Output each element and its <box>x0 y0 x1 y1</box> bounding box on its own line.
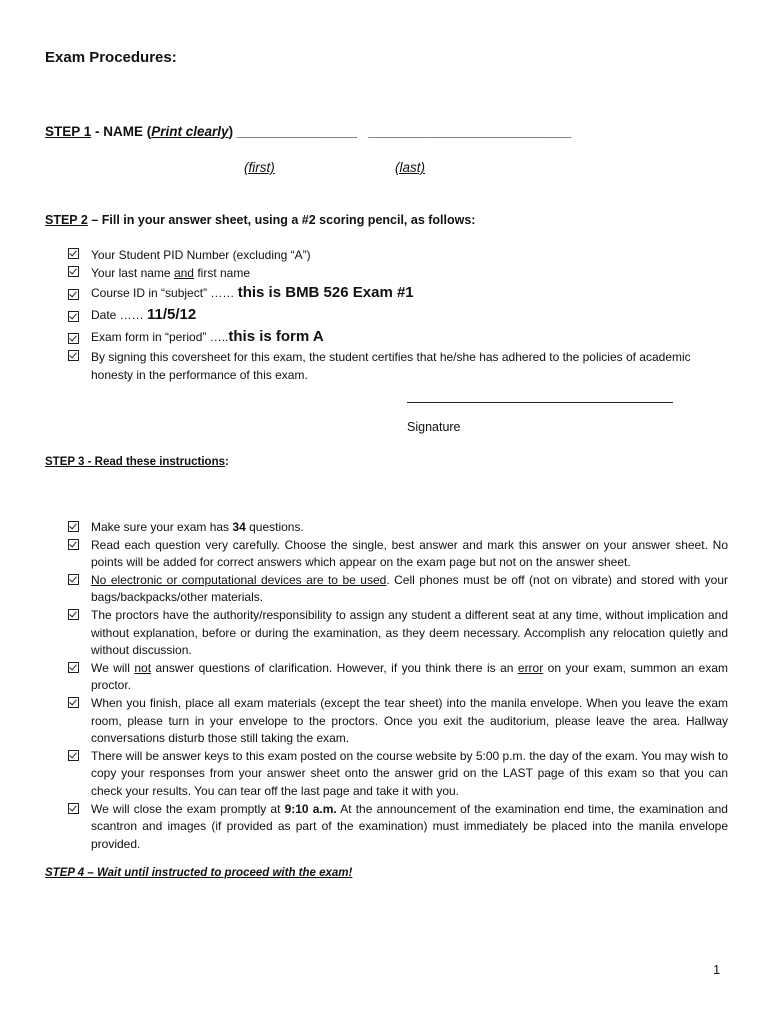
instructions-list <box>68 519 728 853</box>
page-number: 1 <box>713 962 721 977</box>
item-keys: There will be answer keys to this exam posted on the course website by 5:00 p.m. the day of the exam. You may wish to copy your responses from your answer sheet onto the answer grid on the LAST page of this exam so that you can check your results. You can tear off the last page and take it with you. <box>91 748 729 798</box>
item-electronic-underlined: No electronic or computational devices are to be used <box>91 572 387 587</box>
list-item <box>68 660 728 695</box>
first-name-blank: ________________ <box>236 124 357 139</box>
step1-name-line <box>45 124 571 139</box>
checkbox-icon <box>68 521 79 532</box>
checkbox-icon <box>68 662 79 673</box>
list-item <box>68 519 728 537</box>
step2-text: – Fill in your answer sheet, using a #2 scoring pencil, as follows: <box>87 213 476 227</box>
item-questions-count: 34 <box>232 520 246 534</box>
item-read: Read each question very carefully. Choose the single, best answer and mark this answer on your answer sheet. No points will be added for correct answers which appear on the exam page but not on the answer sheet. <box>91 537 728 570</box>
item-close-time: 9:10 a.m. <box>284 801 337 816</box>
step3-heading <box>45 456 229 468</box>
list-item <box>68 282 728 304</box>
checkbox-icon <box>68 803 79 814</box>
step3-colon: : <box>225 456 229 468</box>
item-finish: When you finish, place all exam materials (except the tear sheet) into the manila envelope. When you leave the exam room, please turn in your envelope to the proctors. Once you exit the auditorium, please leave the area. Hallway conversations disturb those still taking the exam. <box>91 695 728 746</box>
list-item <box>68 264 728 282</box>
step1-label: STEP 1 <box>45 124 92 139</box>
signature-label: Signature <box>407 420 461 434</box>
page-title: Exam Procedures: <box>45 49 177 66</box>
list-item <box>68 695 728 748</box>
item-clar-mid: answer questions of clarification. However, if you think there is an <box>151 660 518 675</box>
item-name-pre: Your last name <box>91 266 174 280</box>
answer-sheet-checklist <box>68 246 728 384</box>
item-clar-not: not <box>134 660 152 675</box>
item-clar-pre: We will <box>91 660 135 675</box>
checkbox-icon <box>68 539 79 550</box>
item-sign: By signing this coversheet for this exam, the student certifies that he/she has adhered to the policies of academic honesty in the performance of this exam. <box>91 350 691 382</box>
list-item <box>68 348 728 384</box>
signature-line <box>407 402 673 403</box>
checkbox-icon <box>68 248 79 259</box>
item-close-pre: We will close the exam promptly at <box>91 801 285 816</box>
checkbox-icon <box>68 750 79 761</box>
checkbox-icon <box>68 350 79 361</box>
last-name-label: (last) <box>395 160 425 175</box>
item-electronic-post: . Cell phones must be off (not on vibrate) and stored with your bags/backpacks/other materials. <box>91 572 728 605</box>
item-course-pre: Course ID in “subject” …… <box>91 286 238 300</box>
item-close-post: At the announcement of the examination end time, the examination and scantron and images (if provided as part of the examination) must immediately be placed into the manila envelope provided. <box>91 801 728 851</box>
last-name-blank: ___________________________ <box>368 124 571 139</box>
first-name-label: (first) <box>244 160 275 175</box>
step2-heading <box>45 213 475 227</box>
list-item <box>68 572 728 607</box>
item-clar-post: on your exam, summon an exam proctor. <box>91 660 728 693</box>
item-date-pre: Date …… <box>91 308 148 322</box>
step2-label: STEP 2 <box>45 213 88 227</box>
checkbox-icon <box>68 289 79 300</box>
checkbox-icon <box>68 311 79 322</box>
list-item <box>68 748 728 801</box>
item-form-value: this is form A <box>228 328 324 345</box>
list-item <box>68 326 728 348</box>
step1-close-paren: ) <box>228 124 234 139</box>
item-course-value: this is BMB 526 Exam #1 <box>237 284 414 301</box>
item-name-post: first name <box>193 266 250 280</box>
item-proctors: The proctors have the authority/responsibility to assign any student a different seat at any time, without implication and without explanation, before or during the examination, as they deem necessary. Accomplish any relocation quietly and without discussion. <box>91 607 728 658</box>
list-item <box>68 537 728 572</box>
item-questions-pre: Make sure your exam has <box>91 520 233 534</box>
step1-print-clearly: Print clearly <box>151 124 229 139</box>
list-item <box>68 246 728 264</box>
list-item <box>68 304 728 326</box>
list-item <box>68 607 728 660</box>
step3-label: STEP 3 - Read these instructions <box>45 456 226 468</box>
item-clar-error: error <box>517 660 544 675</box>
item-questions-post: questions. <box>245 520 304 534</box>
item-name-and: and <box>173 266 194 280</box>
item-pid: Your Student PID Number (excluding “A”) <box>91 248 311 262</box>
item-date-value: 11/5/12 <box>147 306 197 323</box>
checkbox-icon <box>68 266 79 277</box>
checkbox-icon <box>68 574 79 585</box>
step1-name-text: - NAME ( <box>91 124 152 139</box>
list-item <box>68 801 728 854</box>
item-form-pre: Exam form in “period” ….. <box>91 330 229 344</box>
checkbox-icon <box>68 609 79 620</box>
checkbox-icon <box>68 333 79 344</box>
checkbox-icon <box>68 697 79 708</box>
step4-heading: STEP 4 – Wait until instructed to proceed with the exam! <box>45 867 353 879</box>
